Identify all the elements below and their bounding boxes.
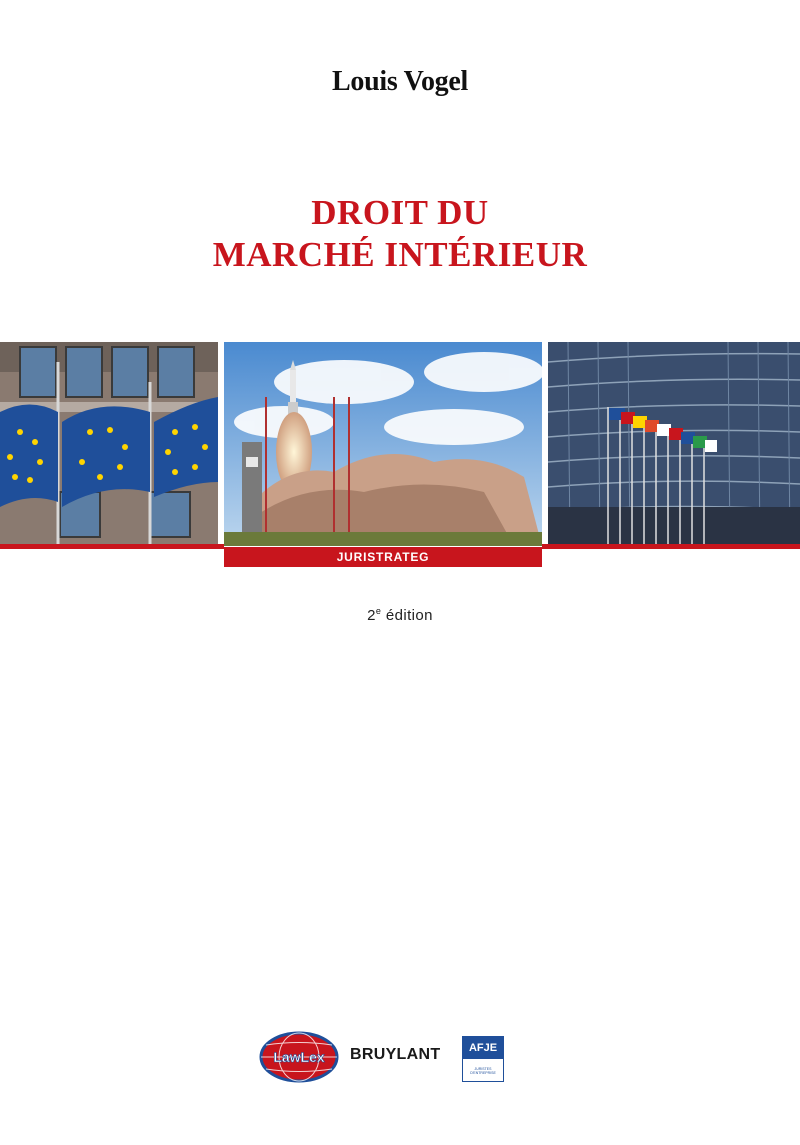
lawlex-logo	[258, 1030, 340, 1085]
red-rule-left	[0, 544, 224, 549]
edition-word: édition	[381, 607, 433, 624]
edition-number: 2	[367, 607, 376, 624]
rocket-launch-photo	[224, 342, 542, 546]
bruylant-logo: BRUYLANT	[350, 1046, 441, 1063]
publisher-logos	[0, 1030, 800, 1090]
afje-logo	[462, 1036, 504, 1082]
lawlex-text: LawLex	[273, 1049, 325, 1065]
author-name: Louis Vogel	[332, 66, 468, 97]
eu-flags-photo	[0, 342, 218, 546]
book-title	[0, 192, 800, 276]
afje-subtext: JURISTES D'ENTREPRISE	[470, 1067, 496, 1075]
afje-text: AFJE	[463, 1037, 503, 1059]
edition-superscript: e	[375, 606, 382, 616]
title-line-2: MARCHÉ INTÉRIEUR	[212, 235, 588, 274]
photo-band	[0, 342, 800, 546]
series-banner: JURISTRATEG	[224, 547, 542, 567]
red-rule-right	[542, 544, 800, 549]
title-line-1: DROIT DU	[311, 193, 489, 232]
parliament-photo	[548, 342, 800, 546]
edition-label	[0, 606, 800, 624]
